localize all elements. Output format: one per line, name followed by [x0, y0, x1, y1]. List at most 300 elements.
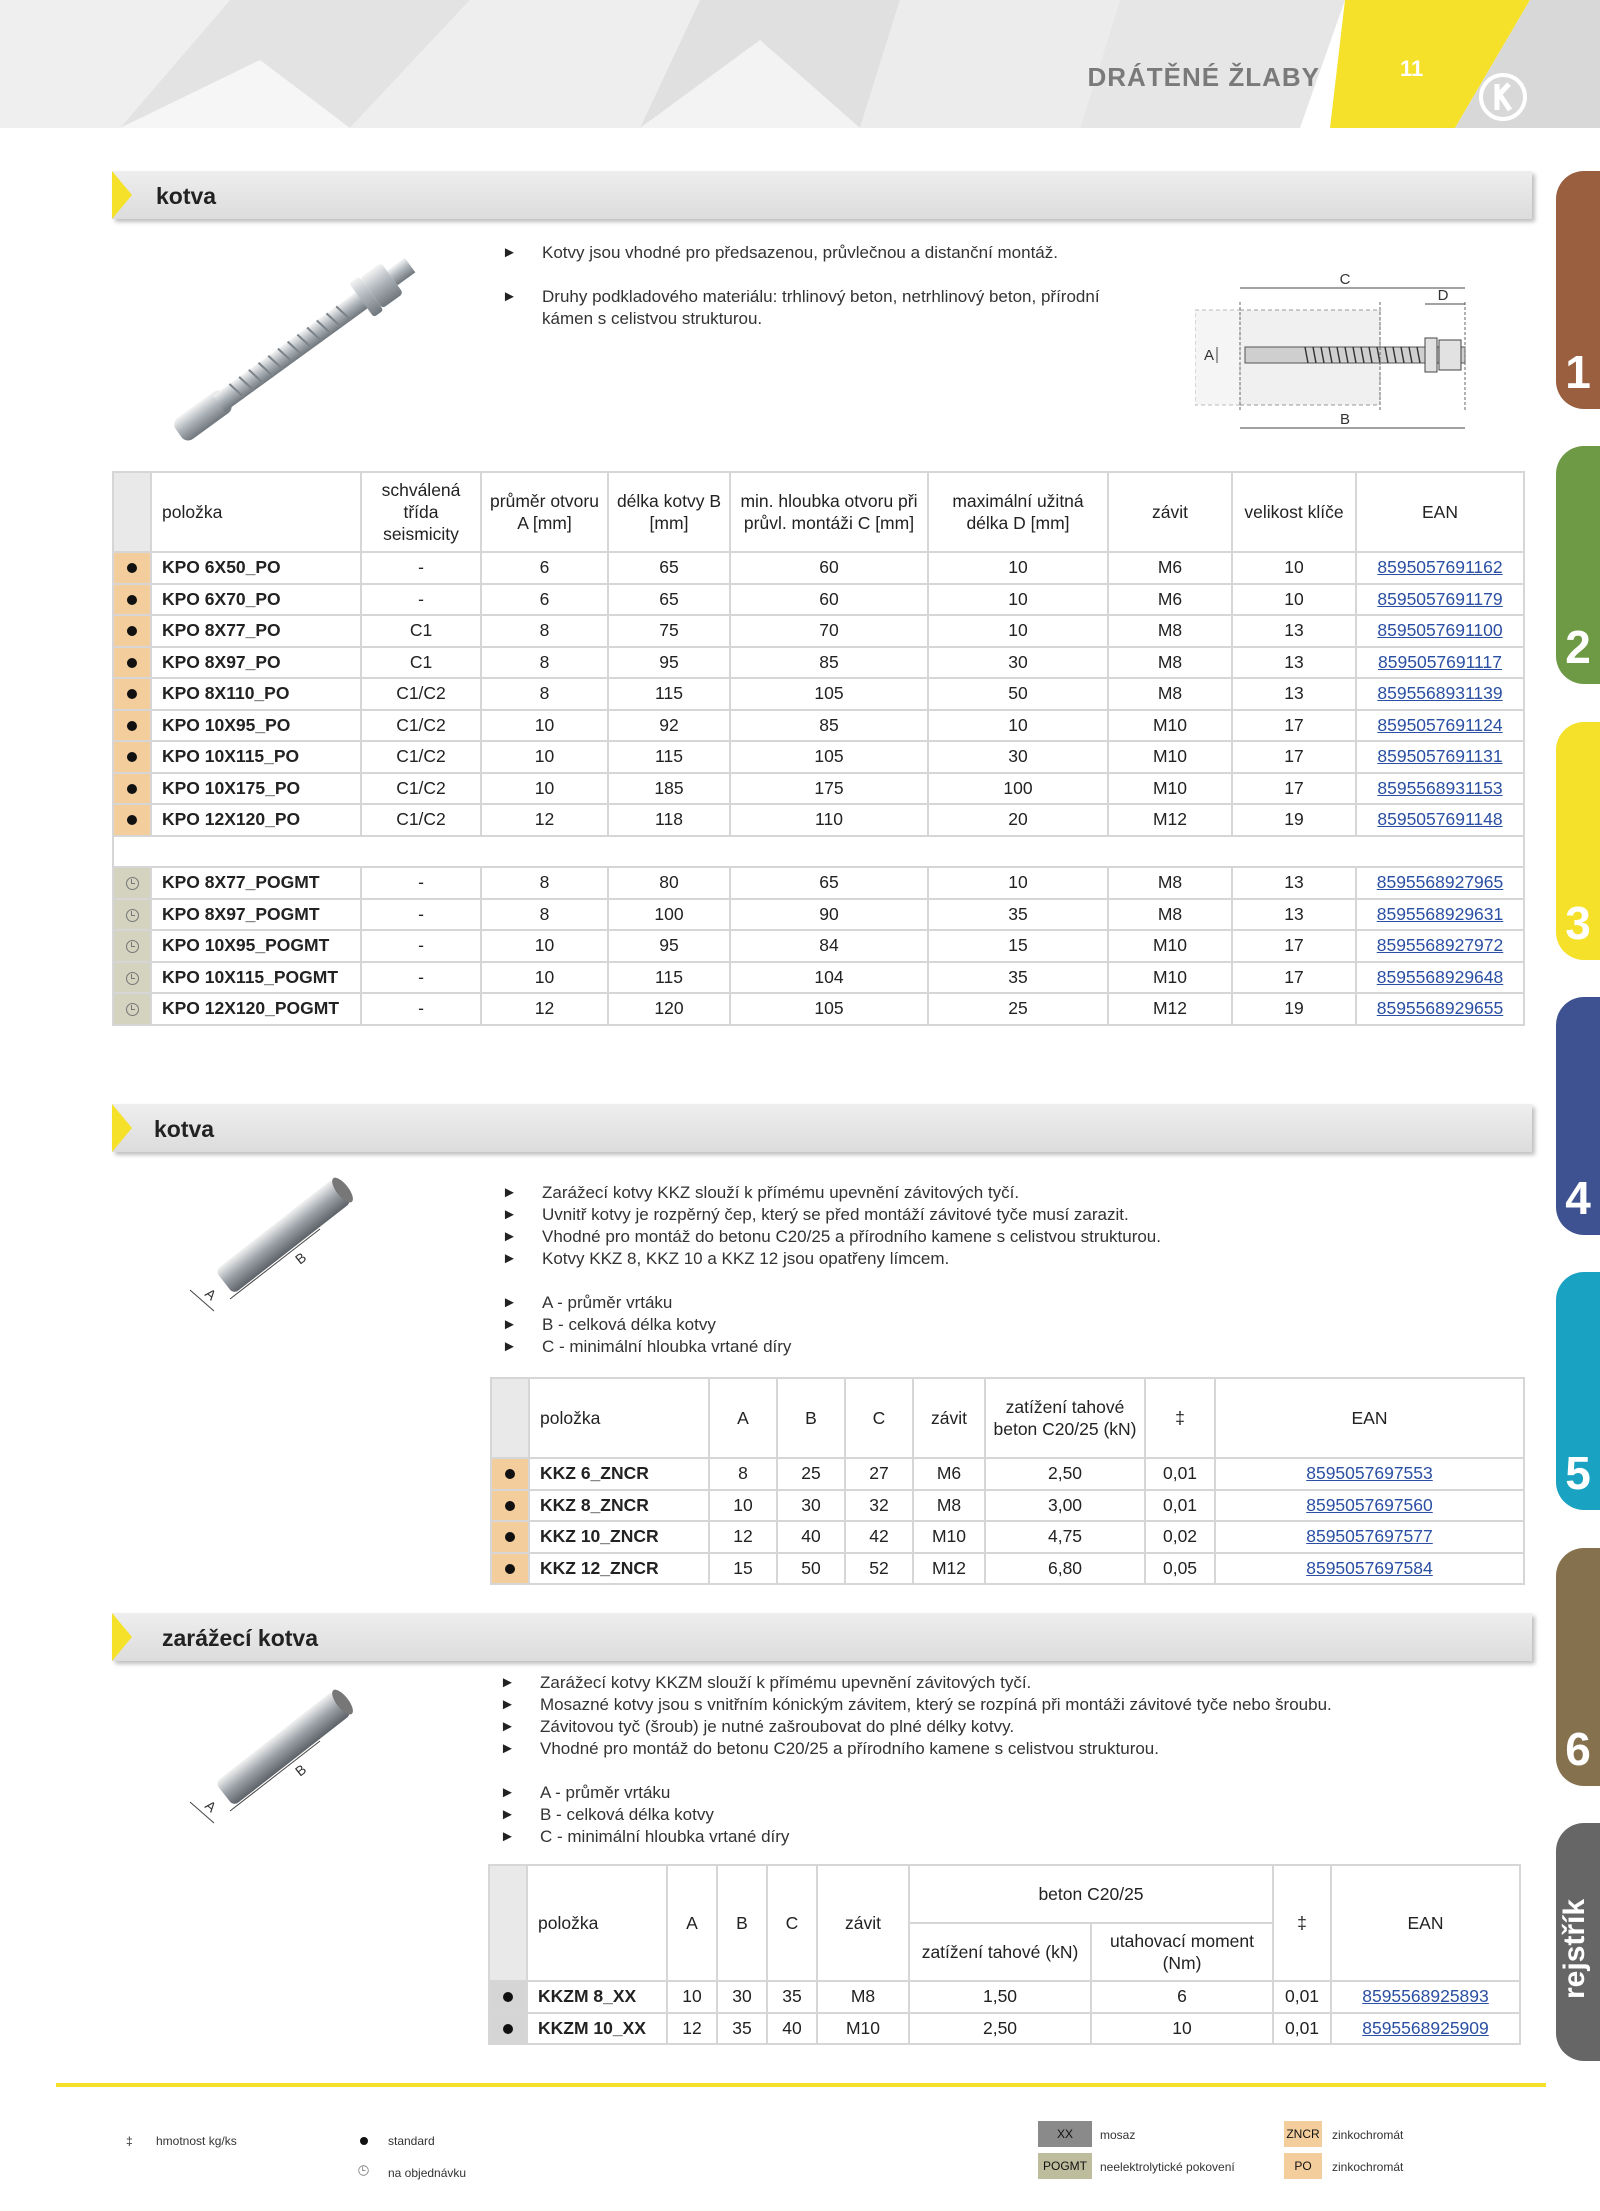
table-cell: 25 [777, 1458, 845, 1490]
section-title: kotva [156, 183, 217, 209]
on-order-clock-icon [358, 2165, 368, 2175]
col-header: B [777, 1378, 845, 1458]
table-cell: C1 [361, 647, 481, 679]
section-header-kotva-1 [112, 171, 1532, 219]
table-cell: 10 [1091, 2013, 1273, 2045]
ean-link[interactable]: 8595057691100 [1356, 615, 1524, 647]
table-cell: 120 [608, 993, 730, 1025]
standard-dot-icon [127, 626, 137, 636]
table-cell: 3,00 [985, 1490, 1145, 1522]
ean-link[interactable]: 8595568925909 [1331, 2013, 1520, 2045]
col-header: EAN [1356, 472, 1524, 552]
ean-link[interactable]: 8595568927965 [1356, 867, 1524, 899]
standard-dot-icon [127, 689, 137, 699]
standard-dot-icon [127, 784, 137, 794]
table-cell: - [361, 584, 481, 616]
table-cell: M6 [1108, 584, 1232, 616]
table-cell: 19 [1232, 804, 1356, 836]
table-cell: 30 [777, 1490, 845, 1522]
table-row [113, 647, 1524, 679]
ean-link[interactable]: 8595568929655 [1356, 993, 1524, 1025]
footer-weight-symbol: ‡ [126, 2134, 133, 2148]
legend-item: ► A - průměr vrtáku [500, 1782, 1520, 1804]
kpo-table [112, 471, 1525, 1026]
col-header: položka [529, 1378, 709, 1458]
table-cell: 27 [845, 1458, 913, 1490]
table-cell: - [361, 867, 481, 899]
table-cell: 15 [928, 930, 1108, 962]
ean-link[interactable]: 8595057691162 [1356, 552, 1524, 584]
table-row [113, 710, 1524, 742]
section1-bullets [502, 242, 1122, 330]
table-cell: M12 [1108, 993, 1232, 1025]
table-row [113, 899, 1524, 931]
item-name: KKZM 8_XX [527, 1981, 667, 2013]
table-cell: 1,50 [909, 1981, 1091, 2013]
item-name: KPO 8X97_POGMT [151, 899, 361, 931]
table-cell: 0,01 [1273, 2013, 1331, 2045]
col-header: utahovací moment (Nm) [1091, 1923, 1273, 1981]
page-number: 11 [1400, 56, 1424, 81]
table-cell: 19 [1232, 993, 1356, 1025]
standard-dot-icon [503, 1992, 513, 2002]
table-cell: C1/C2 [361, 678, 481, 710]
table-cell: 75 [608, 615, 730, 647]
table-row [113, 804, 1524, 836]
table-cell: 10 [1232, 584, 1356, 616]
on-order-clock-icon [126, 940, 139, 953]
table-cell: 8 [481, 647, 608, 679]
bullet-item: ► Druhy podkladového materiálu: trhlinový beton, netrhlinový beton, přírodní kámen s celistvou strukturou. [502, 286, 1122, 330]
item-name: KPO 12X120_POGMT [151, 993, 361, 1025]
anchor-installation-diagram [1195, 262, 1525, 437]
table-cell: 35 [928, 962, 1108, 994]
col-header: EAN [1215, 1378, 1524, 1458]
table-cell: 115 [608, 678, 730, 710]
item-name: KPO 10X95_POGMT [151, 930, 361, 962]
table-row [113, 741, 1524, 773]
table-cell: 85 [730, 710, 928, 742]
item-name: KKZ 6_ZNCR [529, 1458, 709, 1490]
on-order-clock-icon [126, 972, 139, 985]
bullet-item: ► Vhodné pro montáž do betonu C20/25 a přírodního kamene s celistvou strukturou. [502, 1226, 1502, 1248]
ean-link[interactable]: 8595057697560 [1215, 1490, 1524, 1522]
table-row [489, 1981, 1520, 2013]
col-header: položka [151, 472, 361, 552]
item-name: KPO 10X95_PO [151, 710, 361, 742]
table-cell: 17 [1232, 773, 1356, 805]
table-cell: M10 [1108, 741, 1232, 773]
item-name: KPO 10X115_POGMT [151, 962, 361, 994]
ean-link[interactable]: 8595568927972 [1356, 930, 1524, 962]
table-cell: 95 [608, 930, 730, 962]
diagram-label-b: B [291, 1249, 310, 1268]
col-header: závit [913, 1378, 985, 1458]
table-cell: 15 [709, 1553, 777, 1585]
table-cell: 185 [608, 773, 730, 805]
item-name: KKZ 12_ZNCR [529, 1553, 709, 1585]
table-cell: 6 [481, 584, 608, 616]
table-cell: M10 [1108, 962, 1232, 994]
bullet-item: ► Mosazné kotvy jsou s vnitřním kónickým závitem, který se rozpíná při montáži závitové tyče nebo šroubu. [500, 1694, 1520, 1716]
table-cell: 35 [767, 1981, 817, 2013]
legend-item: ► C - minimální hloubka vrtané díry [502, 1336, 1502, 1358]
item-name: KPO 8X77_POGMT [151, 867, 361, 899]
table-cell: C1/C2 [361, 741, 481, 773]
anchor-bolt-image [140, 240, 460, 450]
diagram-label-a: A [202, 1797, 220, 1816]
table-cell: 10 [928, 615, 1108, 647]
tab-chapter-6[interactable]: 6 [1556, 1548, 1600, 1786]
col-header: EAN [1331, 1865, 1520, 1981]
table-cell: 12 [709, 1521, 777, 1553]
table-cell: M8 [1108, 647, 1232, 679]
table-cell: 42 [845, 1521, 913, 1553]
code-label: mosaz [1100, 2128, 1136, 2142]
table-cell: M8 [1108, 867, 1232, 899]
table-cell: 105 [730, 678, 928, 710]
table-row [113, 773, 1524, 805]
footer-order-label: na objednávku [388, 2166, 467, 2180]
table-cell: 85 [730, 647, 928, 679]
table-cell: 105 [730, 741, 928, 773]
standard-dot-icon [505, 1469, 515, 1479]
table-row [489, 2013, 1520, 2045]
col-header: A [709, 1378, 777, 1458]
item-name: KPO 8X110_PO [151, 678, 361, 710]
table-cell: 6 [1091, 1981, 1273, 2013]
table-cell: 8 [481, 615, 608, 647]
section2-bullets [502, 1182, 1502, 1358]
table-cell: M8 [1108, 615, 1232, 647]
footer-rule [56, 2083, 1546, 2087]
col-header: velikost klíče [1232, 472, 1356, 552]
table-cell: M12 [913, 1553, 985, 1585]
item-name: KPO 10X175_PO [151, 773, 361, 805]
table-cell: 13 [1232, 647, 1356, 679]
table-cell: 0,01 [1145, 1490, 1215, 1522]
bullet-item: ► Kotvy jsou vhodné pro předsazenou, průvlečnou a distanční montáž. [502, 242, 1122, 264]
table-cell: 10 [928, 867, 1108, 899]
standard-dot-icon [127, 815, 137, 825]
table-cell: 17 [1232, 741, 1356, 773]
item-name: KPO 6X50_PO [151, 552, 361, 584]
tab-index[interactable]: rejstřík [1556, 1823, 1600, 2061]
diagram-label-c: C [1339, 271, 1351, 288]
table-cell: 8 [709, 1458, 777, 1490]
table-cell: 0,02 [1145, 1521, 1215, 1553]
standard-dot-icon [127, 658, 137, 668]
table-cell: 65 [608, 584, 730, 616]
table-cell: C1/C2 [361, 773, 481, 805]
item-name: KPO 6X70_PO [151, 584, 361, 616]
kkzm-table [488, 1864, 1521, 2045]
standard-dot-icon [503, 2024, 513, 2034]
standard-dot-icon [127, 595, 137, 605]
table-cell: 13 [1232, 867, 1356, 899]
item-name: KPO 8X97_PO [151, 647, 361, 679]
table-cell: M6 [913, 1458, 985, 1490]
section-header-zarazeci-kotva [112, 1613, 1532, 1661]
section-title: zarážecí kotva [162, 1625, 318, 1651]
table-cell: - [361, 993, 481, 1025]
code-badge: POGMT [1038, 2153, 1092, 2179]
section-header-kotva-2 [112, 1104, 1532, 1152]
table-row [113, 552, 1524, 584]
bullet-item: ► Uvnitř kotvy je rozpěrný čep, který se před montáží závitové tyče musí zarazit. [502, 1204, 1502, 1226]
table-cell: 105 [730, 993, 928, 1025]
kkz-table [490, 1377, 1525, 1585]
table-cell: M10 [1108, 710, 1232, 742]
table-row [491, 1521, 1524, 1553]
table-cell: M8 [817, 1981, 909, 2013]
footer-weight-label: hmotnost kg/ks [156, 2134, 237, 2148]
table-cell: 2,50 [985, 1458, 1145, 1490]
table-row [491, 1490, 1524, 1522]
table-cell: 17 [1232, 930, 1356, 962]
ean-link[interactable]: 8595057691131 [1356, 741, 1524, 773]
table-cell: 10 [928, 710, 1108, 742]
code-label: zinkochromát [1332, 2160, 1404, 2174]
item-name: KKZ 8_ZNCR [529, 1490, 709, 1522]
table-cell: 115 [608, 962, 730, 994]
table-row [491, 1458, 1524, 1490]
code-label: neelektrolytické pokovení [1100, 2160, 1235, 2174]
standard-dot-icon [127, 752, 137, 762]
col-header: ‡ [1145, 1378, 1215, 1458]
table-cell: 100 [608, 899, 730, 931]
table-cell: 10 [667, 1981, 717, 2013]
ean-link[interactable]: 8595057691124 [1356, 710, 1524, 742]
table-cell: M10 [1108, 773, 1232, 805]
col-header: min. hloubka otvoru při průvl. montáži C [mm] [730, 472, 928, 552]
bullet-item: ► Zarážecí kotvy KKZM slouží k přímému upevnění závitových tyčí. [500, 1672, 1520, 1694]
table-row [113, 678, 1524, 710]
table-cell: 104 [730, 962, 928, 994]
table-cell: 52 [845, 1553, 913, 1585]
section3-bullets [500, 1672, 1520, 1848]
table-cell: 30 [928, 647, 1108, 679]
on-order-clock-icon [126, 1003, 139, 1016]
col-group-header: beton C20/25 [909, 1865, 1273, 1923]
table-cell: 8 [481, 867, 608, 899]
table-cell: 32 [845, 1490, 913, 1522]
table-cell: 50 [777, 1553, 845, 1585]
ean-link[interactable]: 8595057691148 [1356, 804, 1524, 836]
standard-dot-icon [127, 563, 137, 573]
table-cell: 17 [1232, 710, 1356, 742]
ean-link[interactable]: 8595568925893 [1331, 1981, 1520, 2013]
table-cell: 13 [1232, 678, 1356, 710]
ean-link[interactable]: 8595057691117 [1356, 647, 1524, 679]
table-cell: 60 [730, 584, 928, 616]
table-cell: 12 [481, 804, 608, 836]
table-cell: - [361, 552, 481, 584]
ean-link[interactable]: 8595057697553 [1215, 1458, 1524, 1490]
col-header: zatížení tahové beton C20/25 (kN) [985, 1378, 1145, 1458]
diagram-label-b: B [291, 1761, 310, 1780]
table-cell: 65 [608, 552, 730, 584]
table-row [113, 930, 1524, 962]
ean-link[interactable]: 8595568931139 [1356, 678, 1524, 710]
bullet-item: ► Závitovou tyč (šroub) je nutné zašroubovat do plné délky kotvy. [500, 1716, 1520, 1738]
legend-item: ► C - minimální hloubka vrtané díry [500, 1826, 1520, 1848]
tab-chapter-5[interactable]: 5 [1556, 1272, 1600, 1510]
table-cell: 6 [481, 552, 608, 584]
col-header: průměr otvoru A [mm] [481, 472, 608, 552]
table-cell: - [361, 899, 481, 931]
table-cell: 0,01 [1145, 1458, 1215, 1490]
table-row [113, 615, 1524, 647]
col-header: maximální užitná délka D [mm] [928, 472, 1108, 552]
table-cell: 13 [1232, 899, 1356, 931]
table-cell: 10 [481, 741, 608, 773]
table-cell: 175 [730, 773, 928, 805]
table-cell: 84 [730, 930, 928, 962]
bullet-item: ► Vhodné pro montáž do betonu C20/25 a přírodního kamene s celistvou strukturou. [500, 1738, 1520, 1760]
standard-dot-icon [505, 1564, 515, 1574]
table-cell: 0,01 [1273, 1981, 1331, 2013]
col-header: závit [817, 1865, 909, 1981]
tab-chapter-2[interactable]: 2 [1556, 446, 1600, 684]
table-row [113, 993, 1524, 1025]
kkz-anchor-image [180, 1165, 390, 1325]
diagram-label-d: D [1437, 287, 1449, 304]
table-cell: M10 [817, 2013, 909, 2045]
legend-item: ► B - celková délka kotvy [502, 1314, 1502, 1336]
col-header: položka [527, 1865, 667, 1981]
on-order-clock-icon [126, 909, 139, 922]
table-cell: M8 [1108, 678, 1232, 710]
item-name: KKZ 10_ZNCR [529, 1521, 709, 1553]
brand-logo-icon [1478, 72, 1528, 122]
ean-link[interactable]: 8595568929648 [1356, 962, 1524, 994]
table-cell: 30 [717, 1981, 767, 2013]
table-row [113, 584, 1524, 616]
code-badge: PO [1284, 2153, 1322, 2179]
table-cell: 40 [777, 1521, 845, 1553]
code-badge: ZNCR [1284, 2121, 1322, 2147]
item-name: KPO 12X120_PO [151, 804, 361, 836]
ean-link[interactable]: 8595568931153 [1356, 773, 1524, 805]
table-cell: M8 [1108, 899, 1232, 931]
col-header: C [845, 1378, 913, 1458]
table-cell: - [361, 962, 481, 994]
code-label: zinkochromát [1332, 2128, 1404, 2142]
table-cell: 0,05 [1145, 1553, 1215, 1585]
table-cell: 35 [717, 2013, 767, 2045]
col-header: A [667, 1865, 717, 1981]
kkzm-anchor-image [180, 1677, 390, 1837]
header-background [0, 0, 1600, 128]
table-cell: 10 [481, 773, 608, 805]
table-cell: 25 [928, 993, 1108, 1025]
table-cell: 12 [481, 993, 608, 1025]
section-title: kotva [154, 1116, 215, 1142]
table-cell: 10 [1232, 552, 1356, 584]
diagram-label-b: B [1339, 411, 1351, 428]
table-cell: 110 [730, 804, 928, 836]
page-title: DRÁTĚNÉ ŽLABY [1087, 62, 1320, 92]
ean-link[interactable]: 8595057691179 [1356, 584, 1524, 616]
table-cell: - [361, 930, 481, 962]
table-cell: 10 [928, 552, 1108, 584]
bullet-item: ► Zarážecí kotvy KKZ slouží k přímému upevnění závitových tyčí. [502, 1182, 1502, 1204]
col-header: schválená třída seismicity [361, 472, 481, 552]
table-cell: 10 [709, 1490, 777, 1522]
table-cell: 12 [667, 2013, 717, 2045]
on-order-clock-icon [126, 877, 139, 890]
col-header: zatížení tahové (kN) [909, 1923, 1091, 1981]
table-cell: M12 [1108, 804, 1232, 836]
table-cell: 115 [608, 741, 730, 773]
table-cell: 92 [608, 710, 730, 742]
table-cell: C1/C2 [361, 804, 481, 836]
table-cell: 40 [767, 2013, 817, 2045]
table-cell: 118 [608, 804, 730, 836]
footer-standard-label: standard [388, 2134, 435, 2148]
table-cell: 80 [608, 867, 730, 899]
tab-chapter-4[interactable]: 4 [1556, 997, 1600, 1235]
table-cell: 8 [481, 678, 608, 710]
table-cell: 95 [608, 647, 730, 679]
table-cell: 35 [928, 899, 1108, 931]
bullet-item: ► Kotvy KKZ 8, KKZ 10 a KKZ 12 jsou opatřeny límcem. [502, 1248, 1502, 1270]
tab-chapter-3[interactable]: 3 [1556, 722, 1600, 960]
table-cell: 10 [481, 930, 608, 962]
table-cell: 20 [928, 804, 1108, 836]
table-cell: M8 [913, 1490, 985, 1522]
ean-link[interactable]: 8595057697577 [1215, 1521, 1524, 1553]
table-cell: 6,80 [985, 1553, 1145, 1585]
col-header: závit [1108, 472, 1232, 552]
table-cell: 60 [730, 552, 928, 584]
ean-link[interactable]: 8595057697584 [1215, 1553, 1524, 1585]
ean-link[interactable]: 8595568929631 [1356, 899, 1524, 931]
table-cell: 65 [730, 867, 928, 899]
item-name: KPO 8X77_PO [151, 615, 361, 647]
table-cell: M10 [1108, 930, 1232, 962]
standard-dot-icon [360, 2137, 368, 2145]
table-row [113, 962, 1524, 994]
table-cell: 50 [928, 678, 1108, 710]
col-header: C [767, 1865, 817, 1981]
table-cell: 70 [730, 615, 928, 647]
table-cell: 4,75 [985, 1521, 1145, 1553]
legend-item: ► B - celková délka kotvy [500, 1804, 1520, 1826]
col-header: ‡ [1273, 1865, 1331, 1981]
table-cell: 100 [928, 773, 1108, 805]
table-cell: 13 [1232, 615, 1356, 647]
diagram-label-a: A [1203, 347, 1215, 364]
table-cell: 10 [928, 584, 1108, 616]
table-cell: M6 [1108, 552, 1232, 584]
table-cell: M10 [913, 1521, 985, 1553]
table-cell: 17 [1232, 962, 1356, 994]
code-badge: XX [1038, 2121, 1092, 2147]
col-header: B [717, 1865, 767, 1981]
table-cell: 30 [928, 741, 1108, 773]
table-cell: 10 [481, 962, 608, 994]
col-header: délka kotvy B [mm] [608, 472, 730, 552]
standard-dot-icon [127, 721, 137, 731]
tab-chapter-1[interactable]: 1 [1556, 171, 1600, 409]
table-cell: 8 [481, 899, 608, 931]
standard-dot-icon [505, 1532, 515, 1542]
table-cell: 90 [730, 899, 928, 931]
legend-item: ► A - průměr vrtáku [502, 1292, 1502, 1314]
table-row [491, 1553, 1524, 1585]
